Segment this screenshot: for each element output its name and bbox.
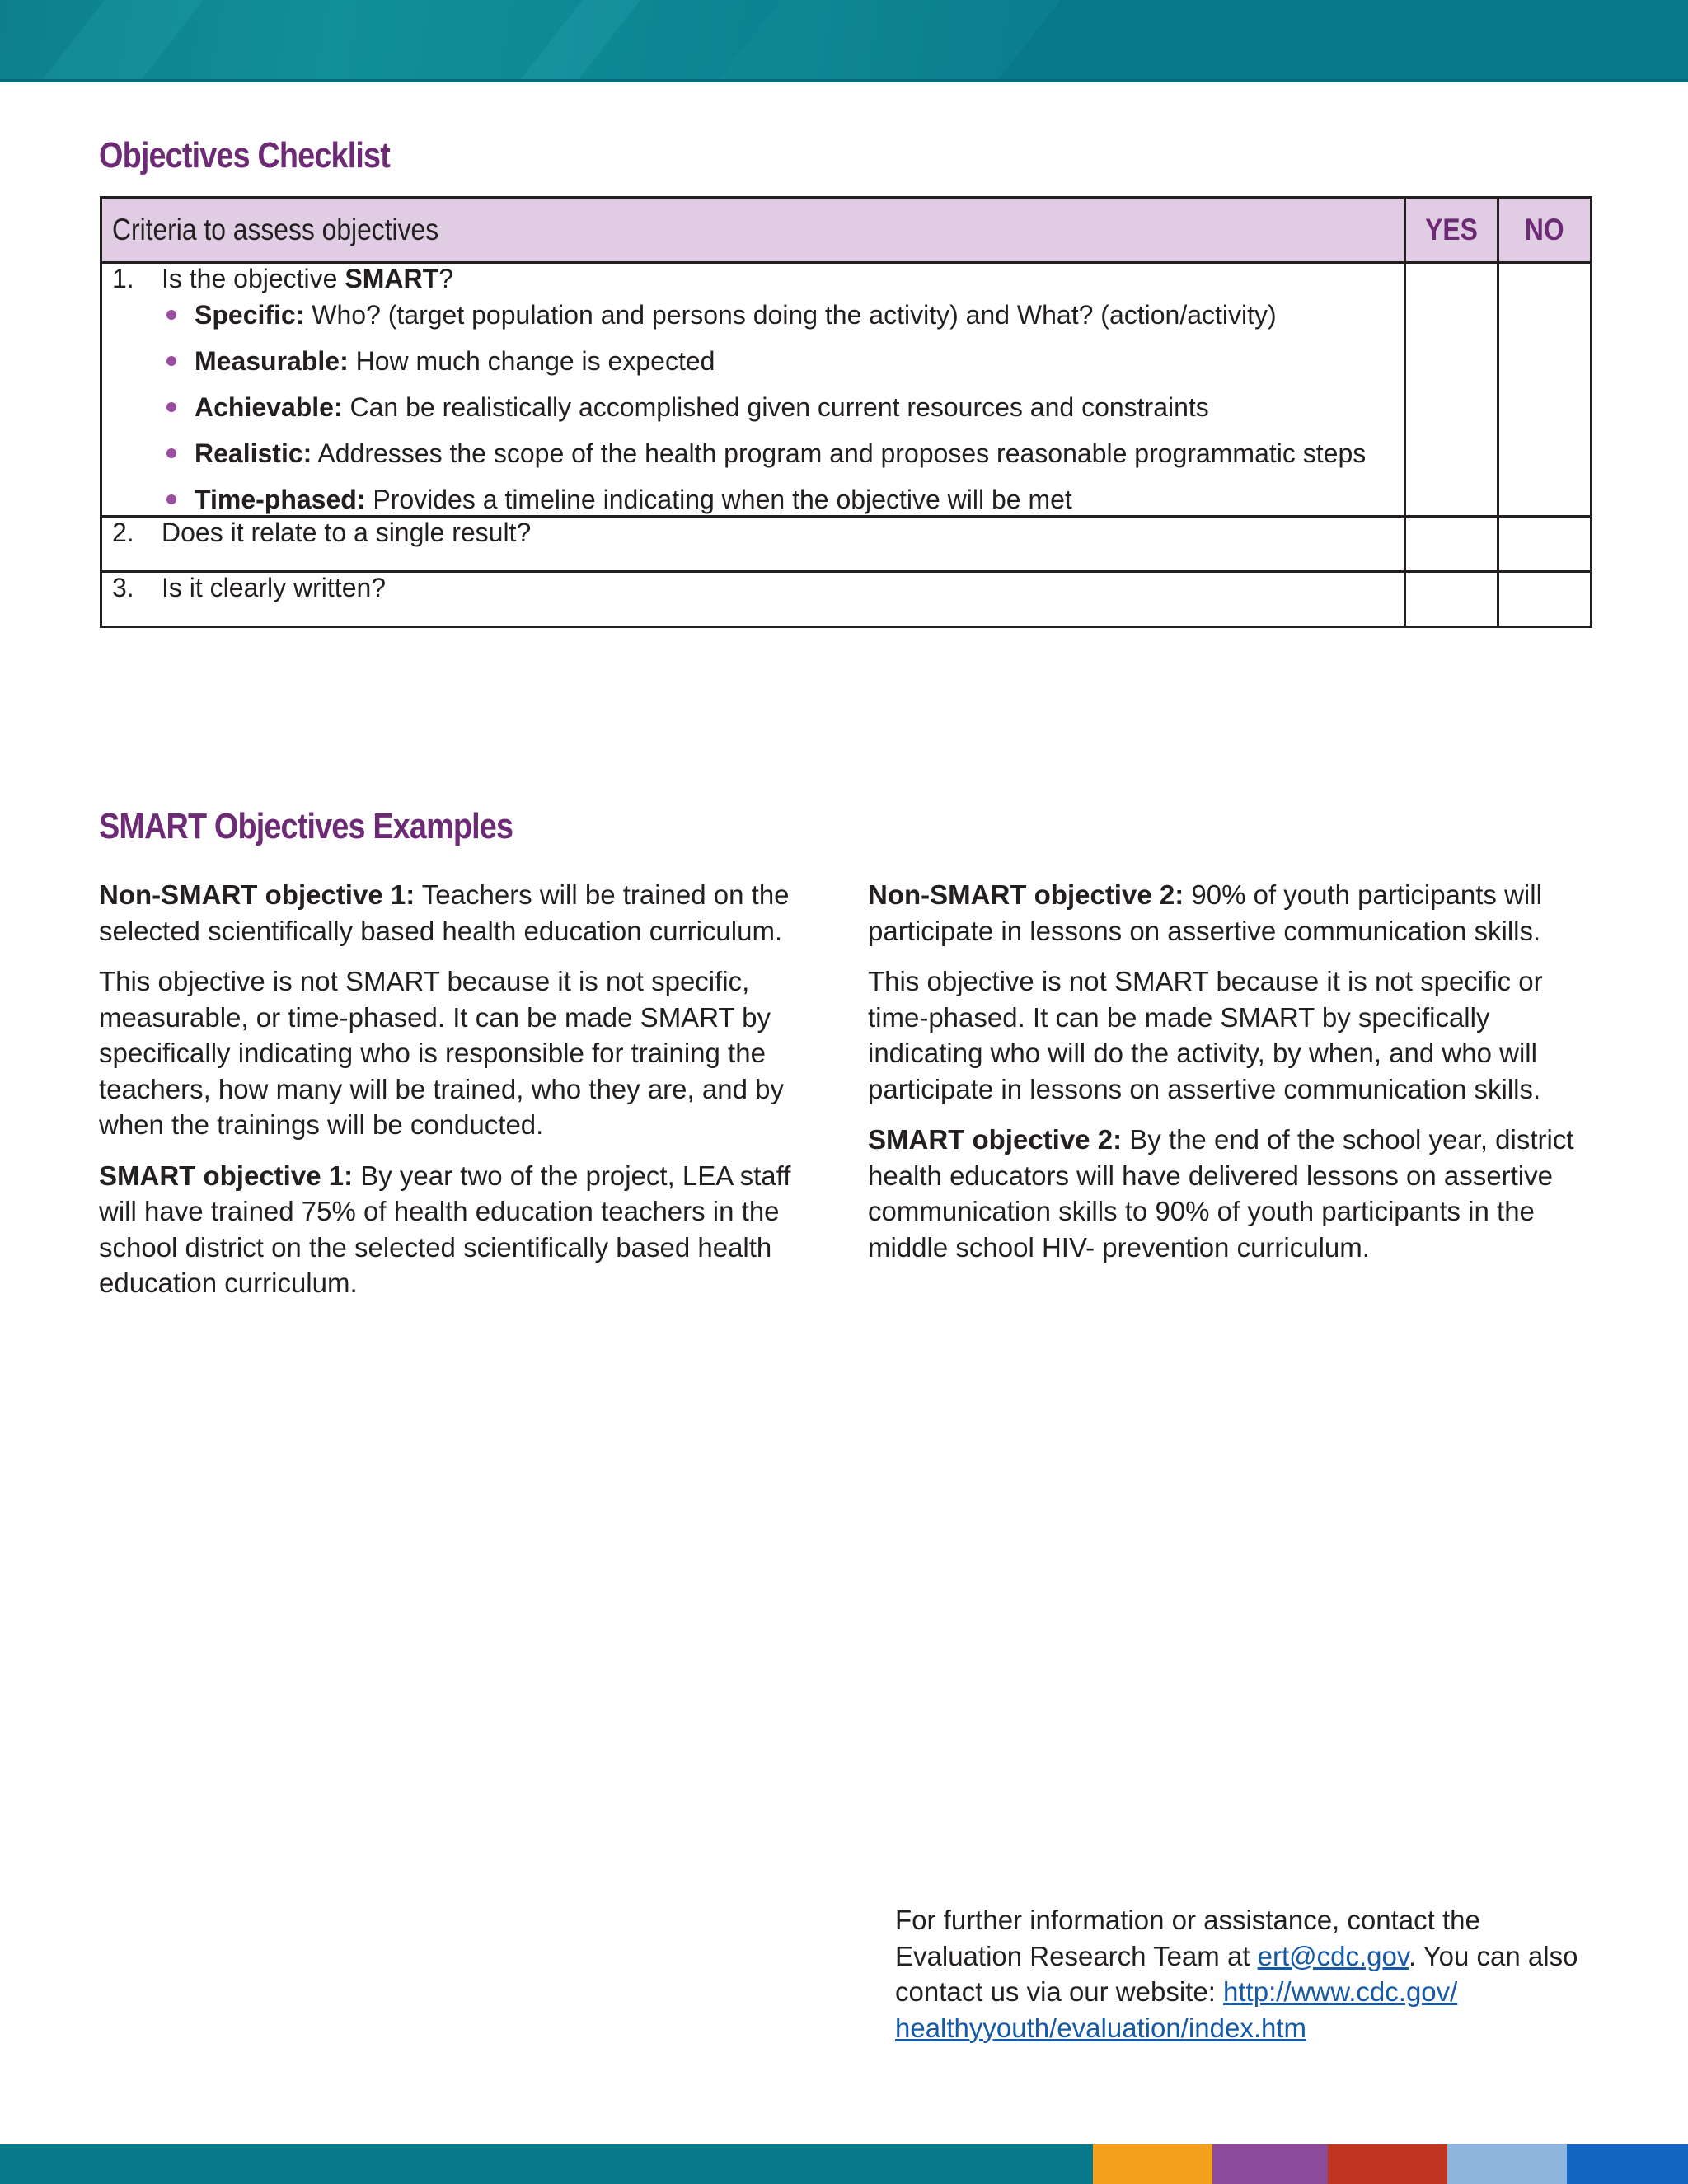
table-row bbox=[101, 572, 1592, 627]
examples-title: SMART Objectives Examples bbox=[99, 806, 513, 846]
criterion-1-question: Is the objective SMART? bbox=[162, 264, 453, 293]
contact-info: For further information or assistance, contact the Evaluation Research Team at ert@cdc.gov. You can also contact us via our website: http://www.cdc.gov/ healthyyouth/evaluation/index.htm bbox=[895, 1905, 1578, 2043]
criterion-2-question: Does it relate to a single result? bbox=[162, 518, 532, 547]
smart-objective-1: SMART objective 1: By year two of the project, LEA staff will have trained 75% of health education teachers in the school district on the selected scientifically based health education curriculum. bbox=[99, 1160, 791, 1298]
list-item: Time-phased: Provides a timeline indicating when the objective will be met bbox=[162, 484, 1394, 515]
stripe-segment bbox=[1567, 2144, 1688, 2184]
no-checkbox-cell-2[interactable] bbox=[1498, 517, 1592, 572]
list-item: Achievable: Can be realistically accomplished given current resources and constraints bbox=[162, 391, 1394, 423]
examples-left-column bbox=[99, 877, 808, 1316]
table-header-row bbox=[101, 198, 1592, 263]
criteria-column-header: Criteria to assess objectives bbox=[101, 198, 1405, 263]
criterion-number: 1. bbox=[112, 264, 134, 293]
explanation-2: This objective is not SMART because it is not specific or time-phased. It can be made SMART by specifically indicating who will do the activity, by when, and who will participate in lessons on assertive communication skills. bbox=[868, 966, 1543, 1104]
checklist-title: Objectives Checklist bbox=[99, 135, 390, 176]
no-checkbox-cell-3[interactable] bbox=[1498, 572, 1592, 627]
table-row bbox=[101, 263, 1592, 517]
stripe-segment bbox=[1328, 2144, 1447, 2184]
stripe-segment bbox=[1447, 2144, 1567, 2184]
examples-right-column bbox=[868, 877, 1593, 1280]
no-checkbox-cell-1[interactable] bbox=[1498, 263, 1592, 517]
smart-objective-2: SMART objective 2: By the end of the school year, district health educators will have delivered lessons on assertive communication skills to 90% of youth participants in the middle school HIV- prevention curriculum. bbox=[868, 1124, 1574, 1263]
criterion-number: 3. bbox=[112, 573, 134, 602]
website-link[interactable]: http://www.cdc.gov/ healthyyouth/evaluation/index.htm bbox=[895, 1976, 1458, 2043]
explanation-1: This objective is not SMART because it is not specific, measurable, or time-phased. It can be made SMART by specifically indicating who is responsible for training the teachers, how many will be trained, who they are, and by when the trainings will be conducted. bbox=[99, 966, 784, 1140]
non-smart-objective-1: Non-SMART objective 1: Teachers will be trained on the selected scientifically based health education curriculum. bbox=[99, 879, 790, 946]
criterion-number: 2. bbox=[112, 518, 134, 547]
list-item: Measurable: How much change is expected bbox=[162, 345, 1394, 377]
criterion-2-cell bbox=[101, 517, 1405, 572]
objectives-checklist-table bbox=[100, 196, 1592, 628]
yes-column-header: YES bbox=[1405, 198, 1498, 263]
smart-criteria-list bbox=[112, 299, 1394, 515]
stripe-segment bbox=[1093, 2144, 1212, 2184]
yes-checkbox-cell-3[interactable] bbox=[1405, 572, 1498, 627]
top-decorative-band bbox=[0, 0, 1688, 82]
no-column-header: NO bbox=[1498, 198, 1592, 263]
non-smart-objective-2: Non-SMART objective 2: 90% of youth participants will participate in lessons on assertive communication skills. bbox=[868, 879, 1542, 946]
criterion-3-question: Is it clearly written? bbox=[162, 573, 387, 602]
email-link[interactable]: ert@cdc.gov bbox=[1257, 1940, 1409, 1971]
bottom-color-stripe bbox=[0, 2144, 1688, 2184]
list-item: Specific: Who? (target population and persons doing the activity) and What? (action/activity) bbox=[162, 299, 1394, 330]
yes-checkbox-cell-1[interactable] bbox=[1405, 263, 1498, 517]
stripe-segment bbox=[0, 2144, 1093, 2184]
stripe-segment bbox=[1212, 2144, 1328, 2184]
criterion-3-cell bbox=[101, 572, 1405, 627]
criterion-1-cell bbox=[101, 263, 1405, 517]
table-row bbox=[101, 517, 1592, 572]
list-item: Realistic: Addresses the scope of the health program and proposes reasonable programmatic steps bbox=[162, 438, 1394, 469]
yes-checkbox-cell-2[interactable] bbox=[1405, 517, 1498, 572]
